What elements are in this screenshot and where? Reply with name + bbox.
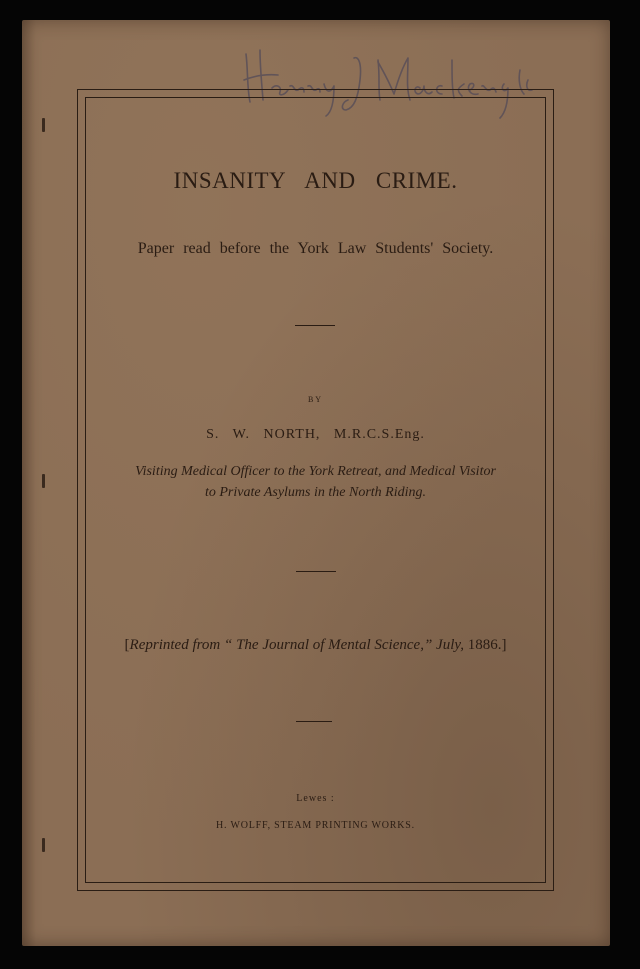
reprint-note (85, 637, 546, 654)
binding-stitch (42, 838, 45, 852)
author-name: S. W. NORTH, M.R.C.S.Eng. (206, 427, 425, 442)
divider-rule (296, 721, 332, 722)
reprint-from: Reprinted from (129, 637, 221, 653)
author-affiliation-line-1: Visiting Medical Officer to the York Retreat, and Medical Visitor (135, 464, 496, 479)
reprint-journal: “ The Journal of Mental Science,” (223, 637, 433, 653)
publication-place: Lewes : (296, 793, 335, 804)
printer-name: H. WOLFF, STEAM PRINTING WORKS. (216, 820, 415, 831)
document-subtitle: Paper read before the York Law Students' Society. (137, 240, 494, 257)
reprint-month: July, (436, 637, 464, 653)
document-title: INSANITY AND CRIME. (173, 168, 458, 193)
binding-stitch (42, 474, 45, 488)
binding-stitch (42, 118, 45, 132)
divider-rule (295, 325, 335, 326)
reprint-open-bracket: [ (124, 637, 130, 653)
divider-rule (296, 571, 336, 572)
reprint-year: 1886.] (467, 637, 507, 653)
author-affiliation-line-2: to Private Asylums in the North Riding. (204, 485, 426, 500)
by-line: BY (307, 395, 324, 404)
